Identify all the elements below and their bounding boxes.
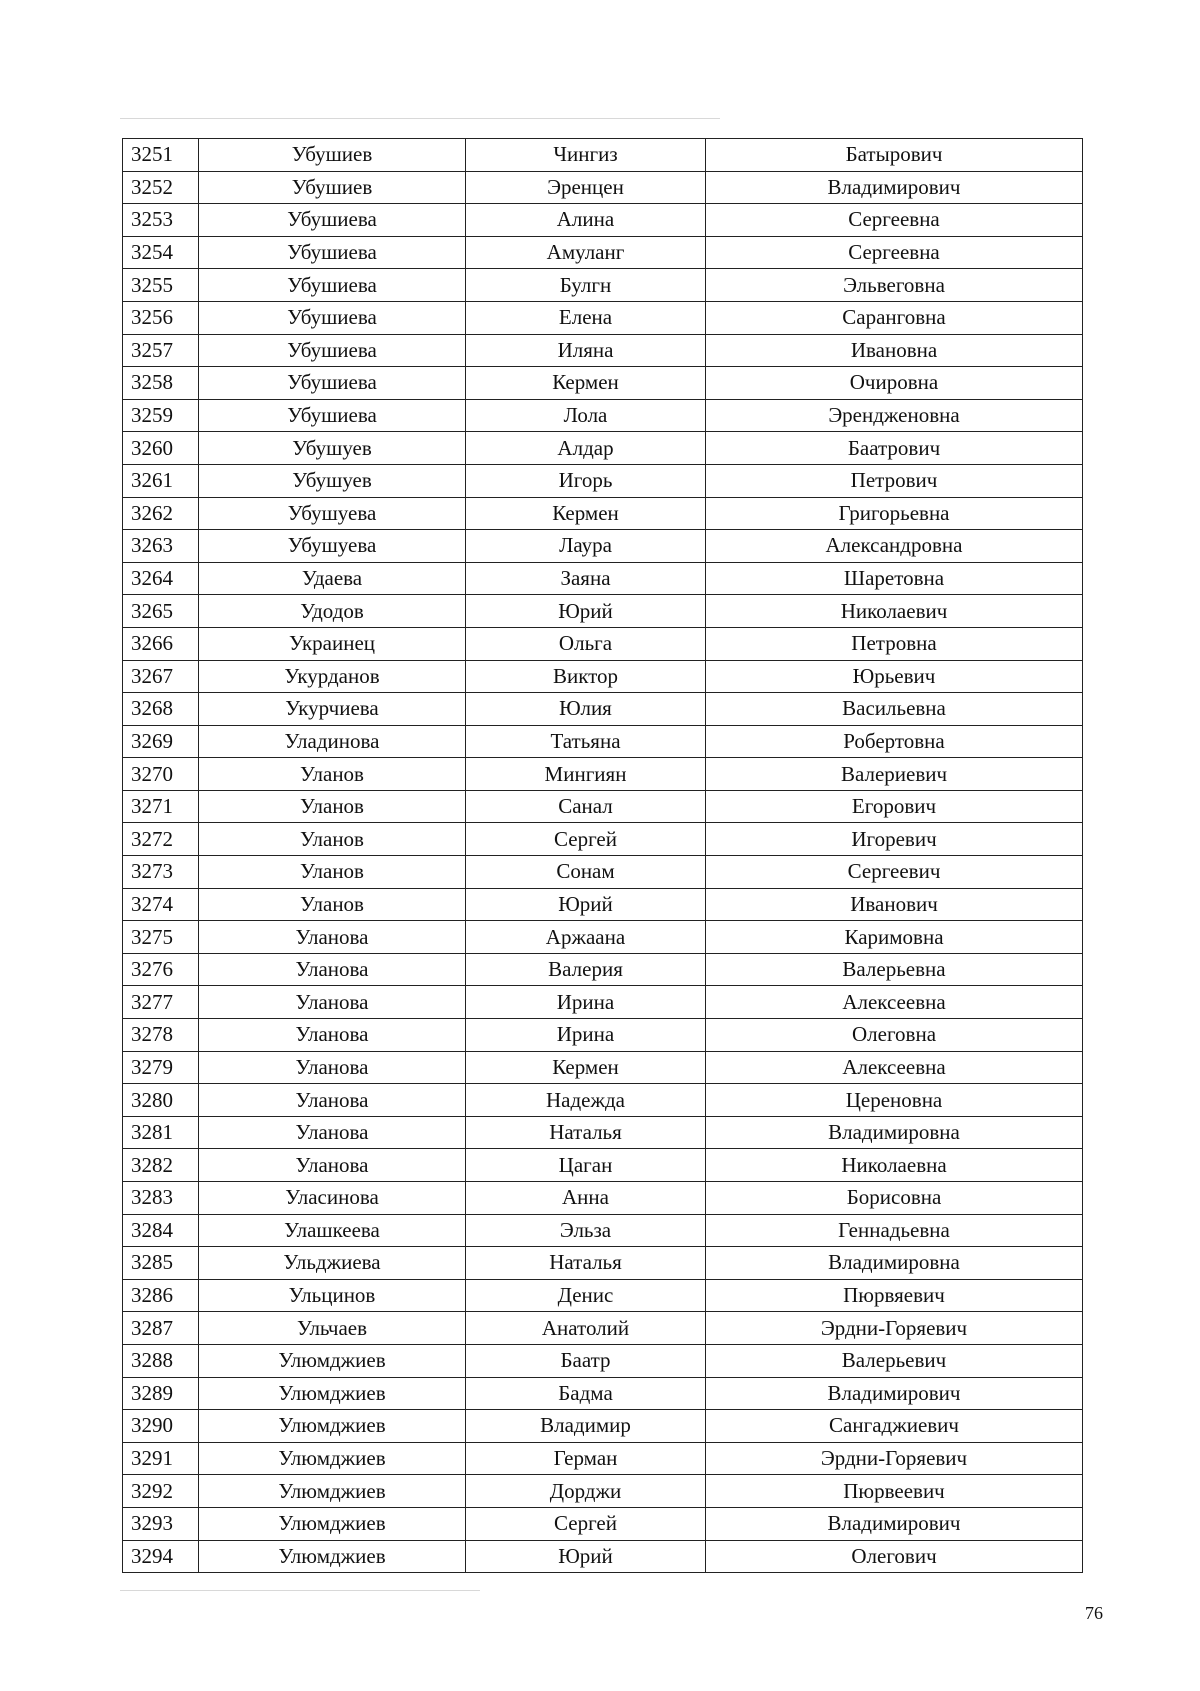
table-row — [123, 269, 1083, 302]
cell-first-name: Ирина — [466, 1019, 706, 1052]
table-row — [123, 334, 1083, 367]
table-row — [123, 1279, 1083, 1312]
cell-last-name: Улашкеева — [199, 1214, 466, 1247]
cell-patronymic: Владимировна — [706, 1116, 1083, 1149]
cell-first-name: Кермен — [466, 497, 706, 530]
table-row — [123, 693, 1083, 726]
cell-last-name: Уланова — [199, 1051, 466, 1084]
table-row — [123, 823, 1083, 856]
cell-last-name: Убушиева — [199, 204, 466, 237]
cell-last-name: Ульчаев — [199, 1312, 466, 1345]
cell-patronymic: Владимирович — [706, 171, 1083, 204]
table-row — [123, 1475, 1083, 1508]
table-row — [123, 562, 1083, 595]
cell-number: 3285 — [123, 1247, 199, 1280]
cell-first-name: Мингиян — [466, 758, 706, 791]
cell-last-name: Улюмджиев — [199, 1507, 466, 1540]
cell-patronymic: Пюрвеевич — [706, 1475, 1083, 1508]
table-row — [123, 888, 1083, 921]
cell-last-name: Удодов — [199, 595, 466, 628]
table-row — [123, 1344, 1083, 1377]
cell-patronymic: Ивановна — [706, 334, 1083, 367]
cell-number: 3274 — [123, 888, 199, 921]
cell-number: 3260 — [123, 432, 199, 465]
cell-patronymic: Батырович — [706, 139, 1083, 172]
cell-number: 3290 — [123, 1410, 199, 1443]
table-row — [123, 921, 1083, 954]
cell-number: 3294 — [123, 1540, 199, 1573]
cell-number: 3265 — [123, 595, 199, 628]
cell-last-name: Убушиев — [199, 171, 466, 204]
cell-patronymic: Эрендженовна — [706, 399, 1083, 432]
cell-number: 3255 — [123, 269, 199, 302]
cell-number: 3251 — [123, 139, 199, 172]
scan-artifact — [120, 118, 720, 119]
table-row — [123, 790, 1083, 823]
cell-last-name: Улюмджиев — [199, 1410, 466, 1443]
cell-number: 3288 — [123, 1344, 199, 1377]
cell-number: 3253 — [123, 204, 199, 237]
table-row — [123, 1247, 1083, 1280]
cell-first-name: Кермен — [466, 367, 706, 400]
cell-first-name: Денис — [466, 1279, 706, 1312]
cell-patronymic: Эльвеговна — [706, 269, 1083, 302]
table-row — [123, 595, 1083, 628]
table-row — [123, 627, 1083, 660]
cell-first-name: Бадма — [466, 1377, 706, 1410]
cell-patronymic: Григорьевна — [706, 497, 1083, 530]
table-row — [123, 497, 1083, 530]
cell-number: 3271 — [123, 790, 199, 823]
cell-number: 3266 — [123, 627, 199, 660]
table-row — [123, 432, 1083, 465]
cell-number: 3275 — [123, 921, 199, 954]
cell-last-name: Убушуев — [199, 432, 466, 465]
cell-number: 3278 — [123, 1019, 199, 1052]
cell-patronymic: Николаевна — [706, 1149, 1083, 1182]
cell-first-name: Надежда — [466, 1084, 706, 1117]
cell-last-name: Убушиева — [199, 367, 466, 400]
cell-first-name: Аржаана — [466, 921, 706, 954]
cell-first-name: Сергей — [466, 823, 706, 856]
table-row — [123, 856, 1083, 889]
cell-first-name: Герман — [466, 1442, 706, 1475]
cell-first-name: Ирина — [466, 986, 706, 1019]
cell-last-name: Улюмджиев — [199, 1344, 466, 1377]
table-row — [123, 204, 1083, 237]
cell-first-name: Чингиз — [466, 139, 706, 172]
cell-last-name: Уланов — [199, 856, 466, 889]
cell-last-name: Укурчиева — [199, 693, 466, 726]
cell-first-name: Сергей — [466, 1507, 706, 1540]
cell-last-name: Уладинова — [199, 725, 466, 758]
names-table — [122, 138, 1083, 1573]
table-row — [123, 399, 1083, 432]
cell-last-name: Убушиева — [199, 399, 466, 432]
cell-first-name: Эльза — [466, 1214, 706, 1247]
cell-patronymic: Валерьевна — [706, 953, 1083, 986]
cell-last-name: Убушиева — [199, 269, 466, 302]
cell-number: 3261 — [123, 464, 199, 497]
cell-patronymic: Валериевич — [706, 758, 1083, 791]
cell-patronymic: Валерьевич — [706, 1344, 1083, 1377]
cell-last-name: Уланова — [199, 1116, 466, 1149]
table-row — [123, 301, 1083, 334]
cell-last-name: Убушуев — [199, 464, 466, 497]
cell-number: 3282 — [123, 1149, 199, 1182]
cell-last-name: Уланов — [199, 823, 466, 856]
cell-last-name: Уланов — [199, 790, 466, 823]
cell-number: 3254 — [123, 236, 199, 269]
table-row — [123, 1182, 1083, 1215]
cell-first-name: Санал — [466, 790, 706, 823]
table-row — [123, 1084, 1083, 1117]
cell-patronymic: Цереновна — [706, 1084, 1083, 1117]
cell-first-name: Юрий — [466, 595, 706, 628]
cell-number: 3256 — [123, 301, 199, 334]
cell-number: 3283 — [123, 1182, 199, 1215]
cell-first-name: Наталья — [466, 1116, 706, 1149]
cell-number: 3289 — [123, 1377, 199, 1410]
cell-number: 3276 — [123, 953, 199, 986]
cell-first-name: Алина — [466, 204, 706, 237]
table-row — [123, 725, 1083, 758]
cell-first-name: Лола — [466, 399, 706, 432]
cell-patronymic: Сангаджиевич — [706, 1410, 1083, 1443]
cell-patronymic: Николаевич — [706, 595, 1083, 628]
scan-artifact — [120, 1590, 480, 1591]
cell-first-name: Владимир — [466, 1410, 706, 1443]
cell-number: 3292 — [123, 1475, 199, 1508]
cell-first-name: Кермен — [466, 1051, 706, 1084]
cell-patronymic: Борисовна — [706, 1182, 1083, 1215]
cell-first-name: Лаура — [466, 530, 706, 563]
cell-first-name: Игорь — [466, 464, 706, 497]
cell-patronymic: Олегович — [706, 1540, 1083, 1573]
cell-first-name: Дорджи — [466, 1475, 706, 1508]
cell-last-name: Убушиев — [199, 139, 466, 172]
cell-last-name: Уланова — [199, 921, 466, 954]
cell-first-name: Ольга — [466, 627, 706, 660]
cell-patronymic: Робертовна — [706, 725, 1083, 758]
cell-patronymic: Иванович — [706, 888, 1083, 921]
table-row — [123, 1214, 1083, 1247]
cell-patronymic: Пюрвяевич — [706, 1279, 1083, 1312]
cell-last-name: Убушиева — [199, 334, 466, 367]
cell-number: 3279 — [123, 1051, 199, 1084]
table-row — [123, 1442, 1083, 1475]
cell-number: 3270 — [123, 758, 199, 791]
cell-first-name: Анатолий — [466, 1312, 706, 1345]
cell-number: 3267 — [123, 660, 199, 693]
cell-patronymic: Егорович — [706, 790, 1083, 823]
table-row — [123, 758, 1083, 791]
cell-patronymic: Владимирович — [706, 1377, 1083, 1410]
cell-patronymic: Алексеевна — [706, 986, 1083, 1019]
cell-last-name: Ульцинов — [199, 1279, 466, 1312]
cell-last-name: Уланова — [199, 1019, 466, 1052]
cell-first-name: Иляна — [466, 334, 706, 367]
cell-last-name: Улюмджиев — [199, 1442, 466, 1475]
table-row — [123, 986, 1083, 1019]
cell-number: 3284 — [123, 1214, 199, 1247]
names-table-body — [123, 139, 1083, 1573]
cell-number: 3268 — [123, 693, 199, 726]
cell-patronymic: Очировна — [706, 367, 1083, 400]
cell-number: 3257 — [123, 334, 199, 367]
cell-patronymic: Юрьевич — [706, 660, 1083, 693]
cell-patronymic: Эрдни-Горяевич — [706, 1442, 1083, 1475]
cell-first-name: Сонам — [466, 856, 706, 889]
cell-patronymic: Сергеевна — [706, 204, 1083, 237]
table-row — [123, 660, 1083, 693]
table-row — [123, 1507, 1083, 1540]
cell-first-name: Юрий — [466, 888, 706, 921]
cell-patronymic: Олеговна — [706, 1019, 1083, 1052]
cell-number: 3258 — [123, 367, 199, 400]
cell-number: 3252 — [123, 171, 199, 204]
cell-last-name: Уланова — [199, 1084, 466, 1117]
cell-last-name: Украинец — [199, 627, 466, 660]
cell-patronymic: Петрович — [706, 464, 1083, 497]
cell-patronymic: Каримовна — [706, 921, 1083, 954]
table-row — [123, 171, 1083, 204]
cell-patronymic: Владимировна — [706, 1247, 1083, 1280]
cell-last-name: Уласинова — [199, 1182, 466, 1215]
cell-patronymic: Саранговна — [706, 301, 1083, 334]
cell-last-name: Уланов — [199, 758, 466, 791]
cell-patronymic: Игоревич — [706, 823, 1083, 856]
table-row — [123, 1019, 1083, 1052]
cell-last-name: Убушуева — [199, 530, 466, 563]
cell-patronymic: Баатрович — [706, 432, 1083, 465]
cell-first-name: Валерия — [466, 953, 706, 986]
cell-number: 3263 — [123, 530, 199, 563]
cell-patronymic: Владимирович — [706, 1507, 1083, 1540]
table-row — [123, 953, 1083, 986]
cell-last-name: Ульджиева — [199, 1247, 466, 1280]
page-number: 76 — [1085, 1603, 1103, 1623]
cell-patronymic: Александровна — [706, 530, 1083, 563]
cell-first-name: Баатр — [466, 1344, 706, 1377]
cell-first-name: Эренцен — [466, 171, 706, 204]
cell-first-name: Цаган — [466, 1149, 706, 1182]
cell-number: 3280 — [123, 1084, 199, 1117]
cell-patronymic: Васильевна — [706, 693, 1083, 726]
cell-last-name: Убушиева — [199, 236, 466, 269]
table-row — [123, 1410, 1083, 1443]
cell-first-name: Амуланг — [466, 236, 706, 269]
cell-last-name: Улюмджиев — [199, 1540, 466, 1573]
table-row — [123, 1116, 1083, 1149]
cell-number: 3273 — [123, 856, 199, 889]
table-row — [123, 236, 1083, 269]
cell-number: 3291 — [123, 1442, 199, 1475]
cell-number: 3259 — [123, 399, 199, 432]
cell-number: 3269 — [123, 725, 199, 758]
cell-last-name: Улюмджиев — [199, 1377, 466, 1410]
cell-last-name: Убушиева — [199, 301, 466, 334]
cell-last-name: Уланова — [199, 986, 466, 1019]
table-row — [123, 139, 1083, 172]
cell-number: 3293 — [123, 1507, 199, 1540]
cell-patronymic: Сергеевна — [706, 236, 1083, 269]
cell-first-name: Наталья — [466, 1247, 706, 1280]
cell-number: 3277 — [123, 986, 199, 1019]
table-row — [123, 1540, 1083, 1573]
cell-patronymic: Петровна — [706, 627, 1083, 660]
cell-first-name: Юлия — [466, 693, 706, 726]
cell-first-name: Алдар — [466, 432, 706, 465]
table-row — [123, 1051, 1083, 1084]
cell-last-name: Уланов — [199, 888, 466, 921]
cell-last-name: Убушуева — [199, 497, 466, 530]
cell-first-name: Татьяна — [466, 725, 706, 758]
cell-number: 3287 — [123, 1312, 199, 1345]
cell-number: 3281 — [123, 1116, 199, 1149]
cell-first-name: Анна — [466, 1182, 706, 1215]
cell-first-name: Заяна — [466, 562, 706, 595]
cell-patronymic: Эрдни-Горяевич — [706, 1312, 1083, 1345]
table-row — [123, 1312, 1083, 1345]
cell-patronymic: Алексеевна — [706, 1051, 1083, 1084]
cell-number: 3264 — [123, 562, 199, 595]
cell-number: 3262 — [123, 497, 199, 530]
cell-number: 3272 — [123, 823, 199, 856]
table-row — [123, 530, 1083, 563]
cell-patronymic: Шаретовна — [706, 562, 1083, 595]
cell-first-name: Елена — [466, 301, 706, 334]
table-row — [123, 1377, 1083, 1410]
table-row — [123, 464, 1083, 497]
cell-number: 3286 — [123, 1279, 199, 1312]
cell-first-name: Юрий — [466, 1540, 706, 1573]
cell-first-name: Булгн — [466, 269, 706, 302]
cell-last-name: Улюмджиев — [199, 1475, 466, 1508]
cell-patronymic: Сергеевич — [706, 856, 1083, 889]
cell-last-name: Уланова — [199, 953, 466, 986]
cell-last-name: Удаева — [199, 562, 466, 595]
cell-last-name: Уланова — [199, 1149, 466, 1182]
cell-last-name: Укурданов — [199, 660, 466, 693]
cell-first-name: Виктор — [466, 660, 706, 693]
table-row — [123, 367, 1083, 400]
cell-patronymic: Геннадьевна — [706, 1214, 1083, 1247]
table-row — [123, 1149, 1083, 1182]
